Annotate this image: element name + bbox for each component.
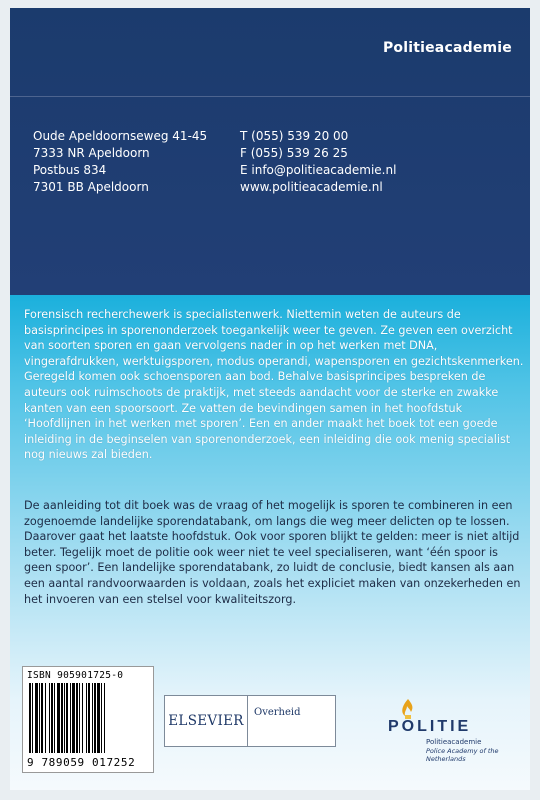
- postal-address: [33, 128, 207, 196]
- blurb-paragraph-1: Forensisch recherchewerk is specialistenwerk. Niettemin weten de auteurs de basisprincipes in sporenonderzoek toegankelijk weer te geven. Ze geven een overzicht van soorten sporen en gaan vervolgens nader in op het werken met DNA, vingerafdrukken, werktuigsporen, modus operandi, wapensporen en gezichtskenmerken. Geregeld komen ook schoensporen aan bod. Behalve basisprincipes bespreken de auteurs ook ruimschoots de praktijk, met steeds aandacht voor de sterke en zwakke kanten van een spoorsoort. Ze vatten de bevindingen samen in het hoofdstuk ‘Hoofdlijnen in het werken met sporen’. Een en ander maakt het boek tot een goede inleiding in de beginselen van sporenonderzoek, een inleiding die ook menig specialist nog nieuws zal bieden.: [24, 308, 524, 462]
- flame-icon: [396, 698, 420, 720]
- barcode-bar: [105, 683, 106, 753]
- website: www.politieacademie.nl: [240, 180, 383, 194]
- contact-details: [240, 128, 396, 196]
- barcode-icon: [29, 683, 147, 753]
- header-panel: [10, 8, 530, 295]
- police-wordmark: POLITIE: [388, 718, 472, 735]
- fax: F (055) 539 26 25: [240, 146, 348, 160]
- police-tagline: Police Academy of the Netherlands: [426, 747, 499, 763]
- address-line: Postbus 834: [33, 163, 107, 177]
- phone: T (055) 539 20 00: [240, 129, 349, 143]
- police-logo: [372, 700, 532, 770]
- brand-name: Politieacademie: [382, 40, 512, 56]
- ean-number: 9 789059 017252: [27, 756, 136, 769]
- blurb-paragraph-2: De aanleiding tot dit boek was de vraag of het mogelijk is sporen te combineren in een zogenoemde landelijke sporendatabank, om langs die weg meer delicten op te lossen. Daarover gaat het laatste hoofdstuk. Ook voor sporen blijkt te gelden: meer is niet altijd beter. Tegelijk moet de politie ook weer niet te veel specialiseren, want ‘één spoor is geen spoor’. Een landelijke sporendatabank, zo luidt de conclusie, biedt kansen als aan een aantal randvoorwaarden is voldaan, zoals het expliciet maken van onzekerheden en het invoeren van een stelsel voor kwaliteitszorg.: [24, 499, 521, 606]
- publisher-logo: [164, 695, 336, 747]
- address-line: 7333 NR Apeldoorn: [33, 146, 150, 160]
- publisher-imprint: Overheid: [254, 707, 301, 718]
- police-subtitle: Politieacademie: [426, 738, 482, 746]
- isbn-barcode-box: [22, 666, 154, 773]
- email: E info@politieacademie.nl: [240, 163, 397, 177]
- address-line: Oude Apeldoornseweg 41-45: [33, 129, 208, 143]
- blurb-panel: [10, 295, 530, 790]
- header-divider: [10, 96, 530, 97]
- address-line: 7301 BB Apeldoorn: [33, 180, 149, 194]
- isbn-label: ISBN 905901725-0: [27, 670, 124, 681]
- publisher-name: ELSEVIER: [165, 696, 248, 746]
